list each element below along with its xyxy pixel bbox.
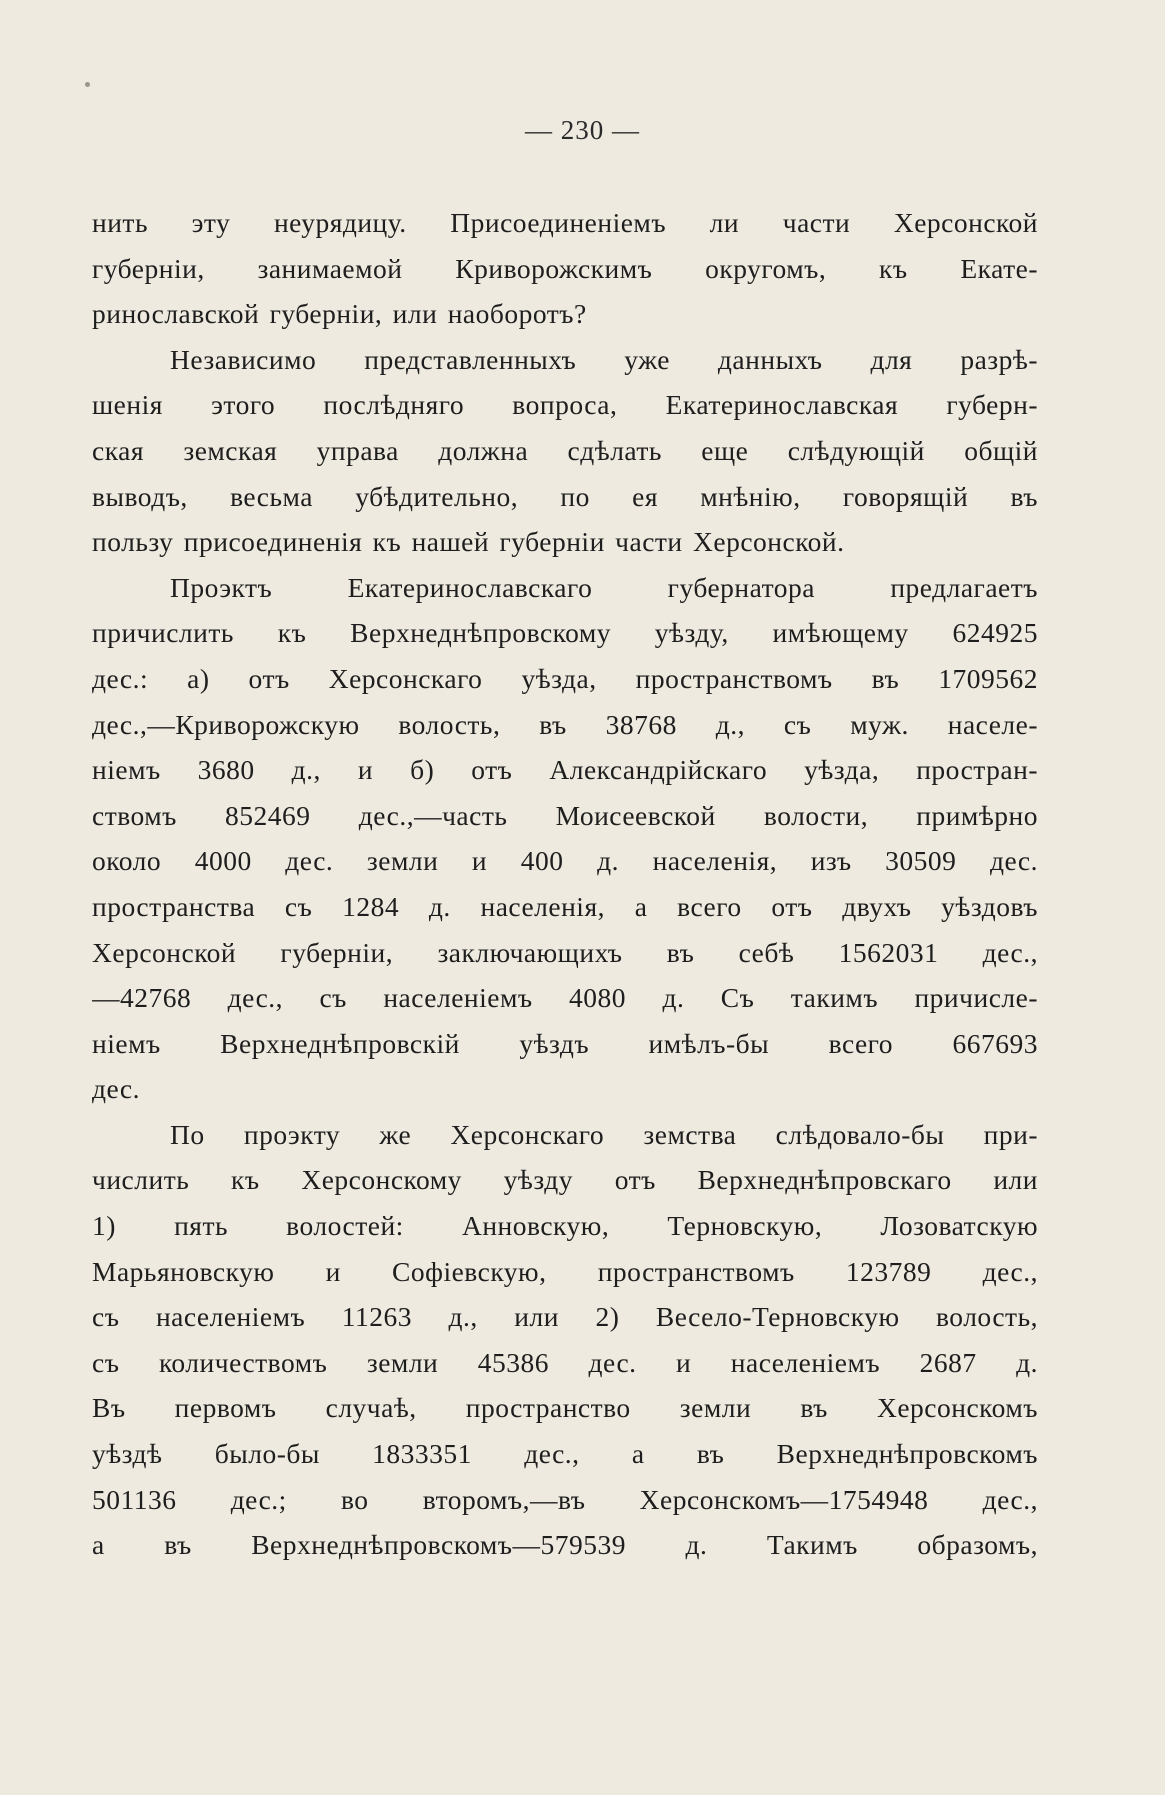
text-line: дес.: а) отъ Херсонскаго уѣзда, пространствомъ въ 1709562 bbox=[92, 662, 1038, 694]
text-line: Въ первомъ случаѣ, пространство земли въ Херсонскомъ bbox=[92, 1392, 1038, 1424]
text-line: числить къ Херсонскому уѣзду отъ Верхнеднѣпровскаго или bbox=[92, 1164, 1038, 1196]
text-line: 1) пять волостей: Анновскую, Терновскую, Лозоватскую bbox=[92, 1210, 1038, 1242]
text-line: съ населеніемъ 11263 д., или 2) Весело-Терновскую волость, bbox=[92, 1301, 1038, 1333]
text-line: пространства съ 1284 д. населенія, а всего отъ двухъ уѣздовъ bbox=[92, 890, 1038, 922]
text-line: уѣздѣ было-бы 1833351 дес., а въ Верхнеднѣпровскомъ bbox=[92, 1438, 1038, 1470]
text-line: причислить къ Верхнеднѣпровскому уѣзду, имѣющему 624925 bbox=[92, 617, 1038, 649]
text-line: —42768 дес., съ населеніемъ 4080 д. Съ такимъ причисле- bbox=[92, 982, 1038, 1014]
body-text bbox=[92, 200, 1038, 1568]
text-line: Херсонской губерніи, заключающихъ въ себѣ 1562031 дес., bbox=[92, 936, 1038, 968]
text-line: дес.,—Криворожскую волость, въ 38768 д., съ муж. населе- bbox=[92, 708, 1038, 740]
text-line: дес. bbox=[92, 1073, 140, 1105]
text-line: шенія этого послѣдняго вопроса, Екатеринославская губерн- bbox=[92, 389, 1038, 421]
text-line: нить эту неурядицу. Присоединеніемъ ли части Херсонской bbox=[92, 207, 1038, 238]
text-line: ринославской губерніи, или наоборотъ? bbox=[92, 298, 587, 330]
text-line: Проэктъ Екатеринославскаго губернатора предлагаетъ bbox=[170, 571, 1038, 603]
text-line: выводъ, весьма убѣдительно, по ея мнѣнію, говорящій въ bbox=[92, 480, 1038, 512]
text-line: ніемъ Верхнеднѣпровскій уѣздъ имѣлъ-бы всего 667693 bbox=[92, 1027, 1038, 1059]
text-line: Независимо представленныхъ уже данныхъ для разрѣ- bbox=[170, 343, 1038, 375]
text-line: ская земская управа должна сдѣлать еще слѣдующій общій bbox=[92, 434, 1038, 466]
text-line: губерніи, занимаемой Криворожскимъ округомъ, къ Екате- bbox=[92, 252, 1038, 284]
text-line: пользу присоединенія къ нашей губерніи части Херсонской. bbox=[92, 526, 845, 558]
text-line: а въ Верхнеднѣпровскомъ—579539 д. Такимъ образомъ, bbox=[92, 1529, 1038, 1561]
page-speck bbox=[85, 82, 90, 87]
text-line: Марьяновскую и Софіевскую, пространствомъ 123789 дес., bbox=[92, 1255, 1038, 1287]
text-line: ствомъ 852469 дес.,—часть Моисеевской волости, примѣрно bbox=[92, 799, 1038, 831]
text-line: съ количествомъ земли 45386 дес. и населеніемъ 2687 д. bbox=[92, 1346, 1038, 1378]
text-line: 501136 дес.; во второмъ,—въ Херсонскомъ—1754948 дес., bbox=[92, 1483, 1038, 1515]
text-line: около 4000 дес. земли и 400 д. населенія, изъ 30509 дес. bbox=[92, 845, 1038, 877]
page-number: — 230 — bbox=[525, 115, 640, 145]
text-line: По проэкту же Херсонскаго земства слѣдовало-бы при- bbox=[170, 1118, 1038, 1150]
text-line: ніемъ 3680 д., и б) отъ Александрійскаго уѣзда, простран- bbox=[92, 754, 1038, 786]
